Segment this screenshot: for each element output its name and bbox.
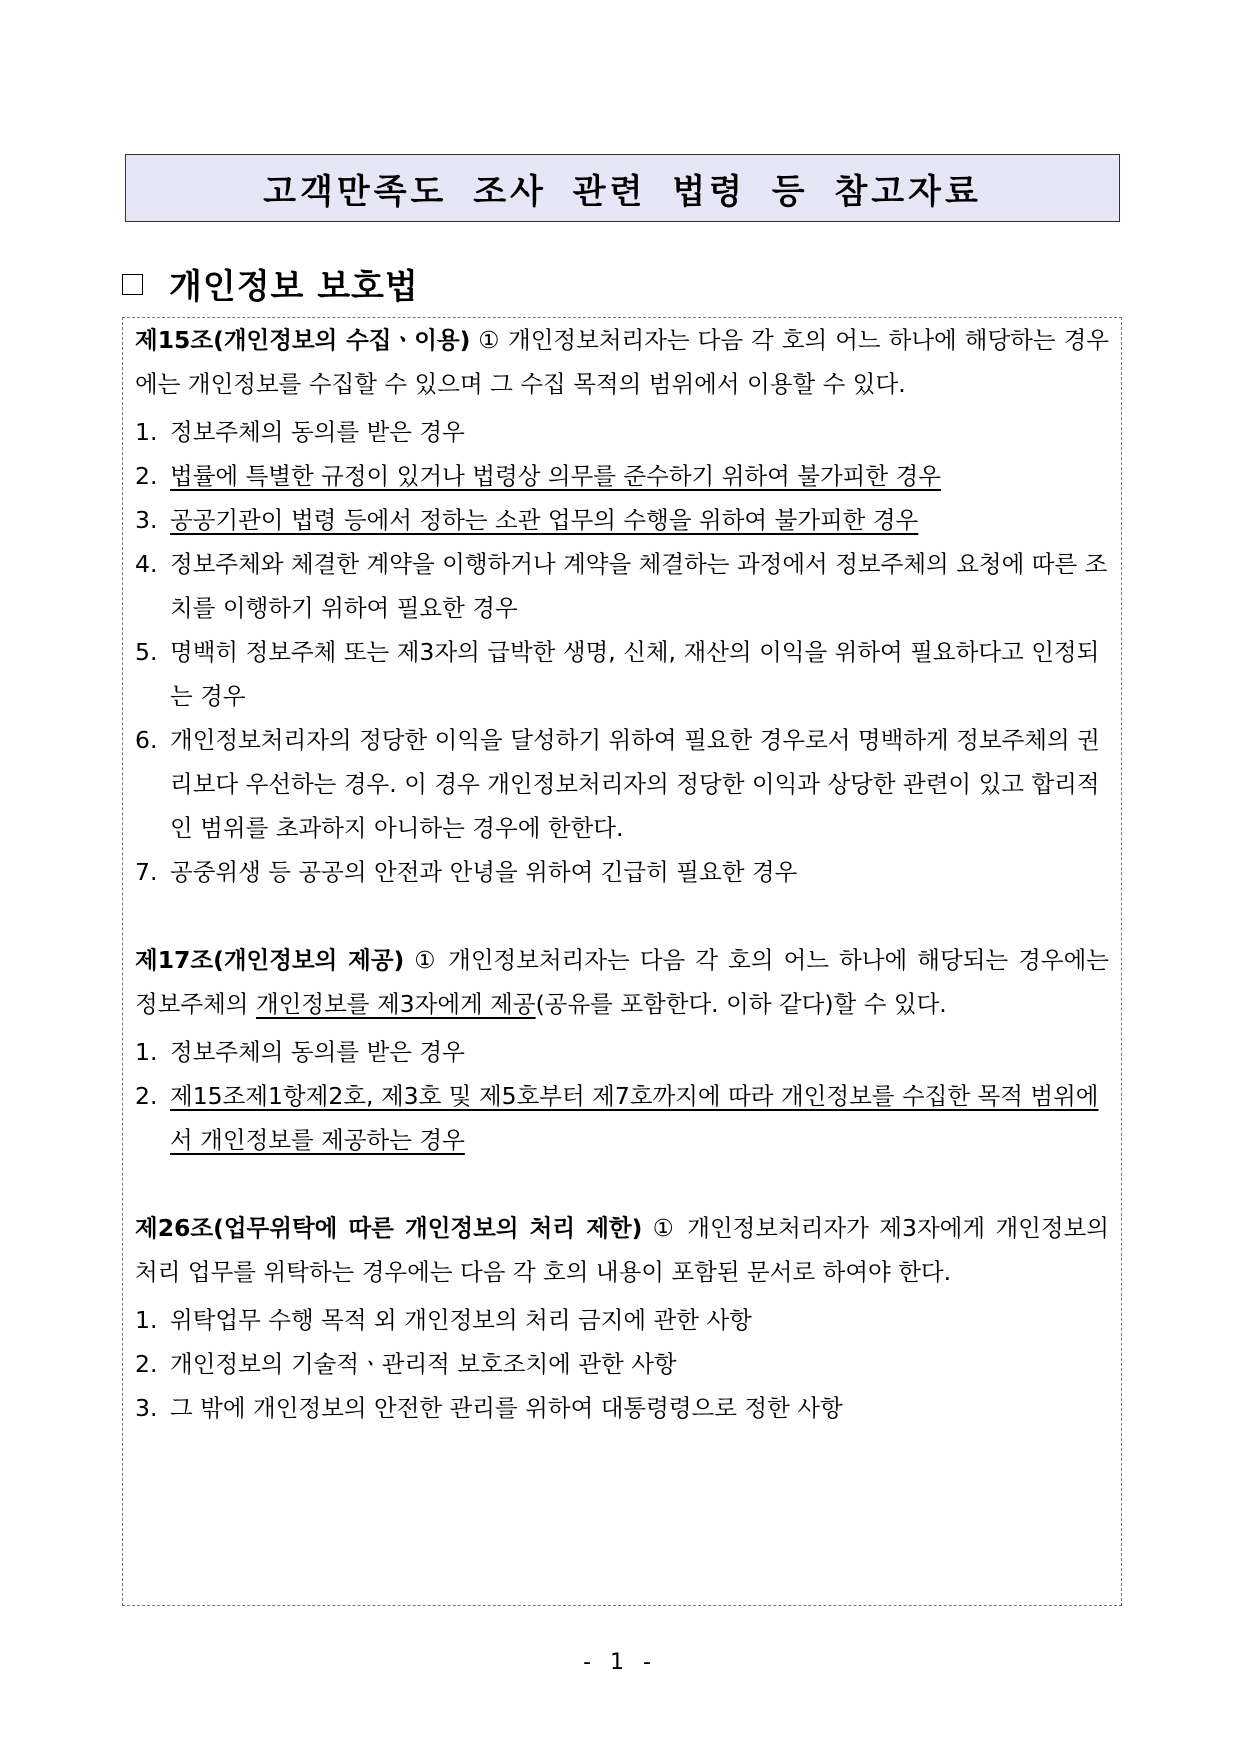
article-17-paragraph [135,938,1109,1026]
list-item [135,1386,1109,1430]
item-text: 개인정보의 기술적ㆍ관리적 보호조치에 관한 사항 [170,1350,677,1378]
item-text-underlined: 제15조제1항제2호, 제3호 및 제5호부터 제7호까지에 따라 개인정보를 수집한 목적 범위에서 개인정보를 제공하는 경우 [170,1082,1099,1154]
list-item [135,454,1109,498]
item-number: 2. [135,1350,158,1378]
item-number: 2. [135,1082,158,1110]
item-number: 1. [135,418,158,446]
item-number: 6. [135,726,158,754]
article-26-body: ① 개인정보처리자가 제3자에게 개인정보의 처리 업무를 위탁하는 경우에는 다음 각 호의 내용이 포함된 문서로 하여야 한다. [135,1214,1109,1286]
document-title-text: 고객만족도 조사 관련 법령 등 참고자료 [263,171,982,212]
list-item [135,410,1109,454]
article-17-body-underlined: 개인정보를 제3자에게 제공 [255,990,536,1018]
article-26-heading: 제26조(업무위탁에 따른 개인정보의 처리 제한) [135,1214,643,1242]
article-15-heading: 제15조(개인정보의 수집ㆍ이용) [135,326,471,354]
section-heading-text: 개인정보 보호법 [169,266,419,307]
item-text-underlined: 공공기관이 법령 등에서 정하는 소관 업무의 수행을 위하여 불가피한 경우 [170,506,919,534]
item-text: 정보주체의 동의를 받은 경우 [170,418,465,446]
list-item [135,498,1109,542]
item-number: 4. [135,550,158,578]
item-number: 7. [135,858,158,886]
item-text: 그 밖에 개인정보의 안전한 관리를 위하여 대통령령으로 정한 사항 [170,1394,843,1422]
checkbox-icon [122,274,143,295]
article-26-items [135,1298,1109,1430]
item-text-underlined: 법률에 특별한 규정이 있거나 법령상 의무를 준수하기 위하여 불가피한 경우 [170,462,941,490]
article-15-items [135,410,1109,894]
item-number: 2. [135,462,158,490]
article-26-paragraph [135,1206,1109,1294]
list-item [135,542,1109,630]
article-15-paragraph [135,318,1109,406]
spacer [135,1162,1109,1206]
law-excerpt-box [122,317,1122,1606]
document-title [125,154,1120,222]
list-item [135,1342,1109,1386]
section-heading [122,258,419,308]
item-text: 공중위생 등 공공의 안전과 안녕을 위하여 긴급히 필요한 경우 [170,858,798,886]
list-item [135,1030,1109,1074]
list-item [135,718,1109,850]
article-26 [135,1206,1109,1430]
list-item [135,850,1109,894]
item-text: 명백히 정보주체 또는 제3자의 급박한 생명, 신체, 재산의 이익을 위하여 필요하다고 인정되는 경우 [170,638,1100,710]
article-17-body-end: (공유를 포함한다. 이하 같다)할 수 있다. [535,990,947,1018]
item-number: 3. [135,506,158,534]
item-text: 위탁업무 수행 목적 외 개인정보의 처리 금지에 관한 사항 [170,1306,752,1334]
item-text: 정보주체의 동의를 받은 경우 [170,1038,465,1066]
item-number: 3. [135,1394,158,1422]
article-17-items [135,1030,1109,1162]
item-number: 1. [135,1038,158,1066]
list-item [135,630,1109,718]
item-text: 정보주체와 체결한 계약을 이행하거나 계약을 체결하는 과정에서 정보주체의 요청에 따른 조치를 이행하기 위하여 필요한 경우 [170,550,1108,622]
list-item [135,1298,1109,1342]
article-15 [135,318,1109,894]
article-17-heading: 제17조(개인정보의 제공) [135,946,405,974]
page-number: - 1 - [583,1650,657,1675]
item-number: 1. [135,1306,158,1334]
article-15-body: ① 개인정보처리자는 다음 각 호의 어느 하나에 해당하는 경우에는 개인정보를 수집할 수 있으며 그 수집 목적의 범위에서 이용할 수 있다. [135,326,1110,398]
spacer [135,894,1109,938]
article-17-body-start: ① 개인정보처리자는 다음 각 호의 어느 하나에 해당되는 경우에는 정보주체의 [135,946,1109,1018]
item-number: 5. [135,638,158,666]
article-17 [135,938,1109,1162]
item-text: 개인정보처리자의 정당한 이익을 달성하기 위하여 필요한 경우로서 명백하게 정보주체의 권리보다 우선하는 경우. 이 경우 개인정보처리자의 정당한 이익과 상당한 관련이 있고 합리적인 범위를 초과하지 아니하는 경우에 한한다. [170,726,1100,842]
list-item [135,1074,1109,1162]
